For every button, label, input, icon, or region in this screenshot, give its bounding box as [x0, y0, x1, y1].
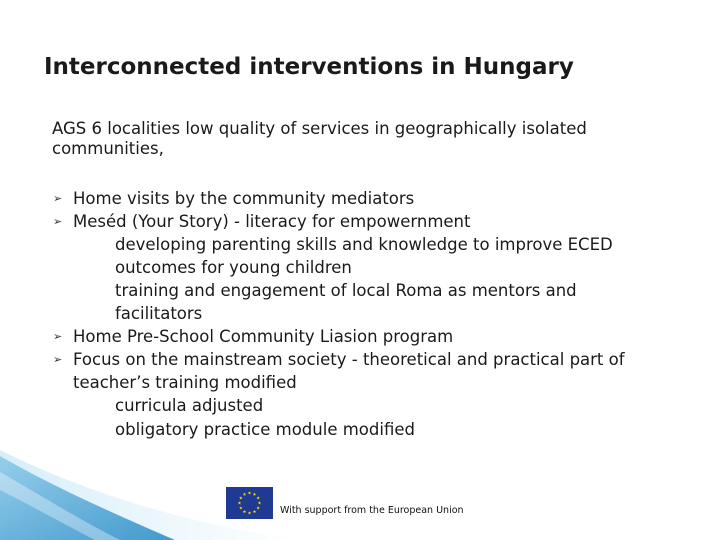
- eu-star: [239, 506, 242, 509]
- eu-star: [248, 511, 251, 514]
- eu-star: [243, 510, 246, 513]
- bullet-item: [52, 325, 662, 348]
- eu-star: [253, 510, 256, 513]
- bullet-item: [52, 348, 662, 394]
- eu-star: [238, 501, 241, 504]
- bullet-text: Home Pre-School Community Liasion program: [73, 327, 454, 346]
- bullet-item: [52, 210, 662, 233]
- arrow-bullet-icon: ➢: [53, 192, 63, 205]
- bullet-text: Meséd (Your Story) - literacy for empowernment: [73, 212, 471, 231]
- bullet-item: [52, 187, 662, 210]
- bullet-text: Focus on the mainstream society - theoretical and practical part of teacher’s training modified: [73, 350, 625, 392]
- sub-item: [52, 418, 662, 442]
- eu-star: [258, 501, 261, 504]
- sub-item-text: training and engagement of local Roma as mentors and facilitators: [115, 281, 577, 323]
- arrow-bullet-icon: ➢: [53, 215, 63, 228]
- bullet-text: Home visits by the community mediators: [73, 189, 415, 208]
- eu-stars-icon: [226, 487, 273, 519]
- sub-item: [52, 233, 662, 279]
- sub-item-text: curricula adjusted: [115, 396, 264, 415]
- sub-item-text: obligatory practice module modified: [115, 420, 415, 439]
- eu-flag-logo: [226, 487, 273, 519]
- eu-star: [243, 493, 246, 496]
- eu-star: [256, 496, 259, 499]
- bullet-list: [52, 187, 662, 442]
- sub-item: [52, 279, 662, 325]
- eu-star: [239, 496, 242, 499]
- sub-item-text: developing parenting skills and knowledge to improve ECED outcomes for young children: [115, 235, 613, 277]
- eu-star: [248, 491, 251, 494]
- intro-text: AGS 6 localities low quality of services in geographically isolated communities,: [52, 119, 587, 158]
- arrow-bullet-icon: ➢: [53, 330, 63, 343]
- slide-title: Interconnected interventions in Hungary: [44, 54, 574, 80]
- eu-star: [253, 493, 256, 496]
- eu-support-text: With support from the European Union: [280, 505, 464, 516]
- sub-item: [52, 394, 662, 418]
- arrow-bullet-icon: ➢: [53, 353, 63, 366]
- eu-star: [256, 506, 259, 509]
